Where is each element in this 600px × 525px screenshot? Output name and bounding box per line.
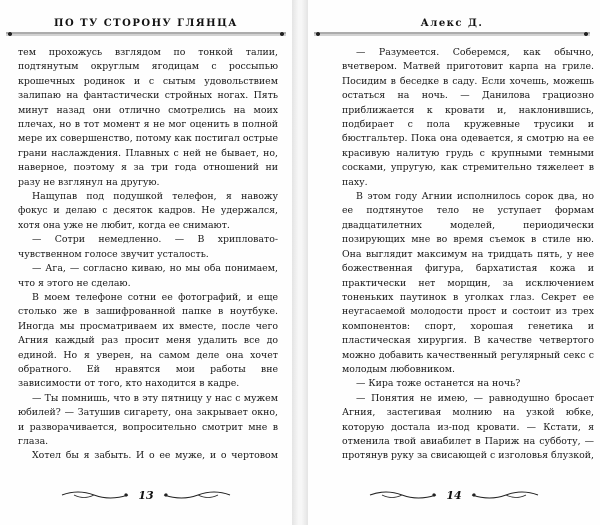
left-page bbox=[0, 0, 292, 525]
paragraph: Нащупав под подушкой телефон, я навожу фокус и делаю с десяток кадров. Не удержался, хотя она уже не любит, когда ее снимают. bbox=[18, 191, 278, 231]
right-page-body bbox=[342, 46, 594, 463]
paragraph: В моем телефоне сотни ее фотографий, и еще столько же в зашифрованной папке в ноутбуке. Иногда мы просматриваем их вместе, после чего Агния каждый раз просит меня удалить все до единой. Но я уверен, на самом деле она хочет обратного. Ей нравятся мои работы вне зависимости от того, кто находится в кадре. bbox=[18, 291, 278, 390]
paragraph: — Ты помнишь, что в эту пятницу у нас с мужем юбилей? — Затушив сигарету, она закрывает окно, и разворачивается, вопросительно смотрит мне в глаза. bbox=[18, 392, 278, 447]
right-page-footer bbox=[308, 483, 600, 507]
left-page-number: 13 bbox=[138, 488, 154, 502]
paragraph: — Сотри немедленно. — В хрипловато-чувственном голосе звучит усталость. bbox=[18, 234, 278, 260]
right-page-running-title: Алекс Д. bbox=[415, 18, 490, 29]
right-header-rule-ornament bbox=[314, 29, 590, 39]
right-flourish-ornament-icon bbox=[470, 488, 540, 502]
left-page-footer bbox=[0, 483, 292, 507]
paragraph: — Понятия не имею, — равнодушно бросает Агния, застегивая молнию на узкой юбке, которую достала из-под кровати. — Кстати, я отменила твой авиабилет в Париж на субботу, — протянув руку за свисающей с изголовья блузкой, bbox=[342, 392, 594, 462]
right-page bbox=[308, 0, 600, 525]
left-header-rule-ornament bbox=[6, 29, 286, 39]
right-flourish-ornament-icon bbox=[162, 488, 232, 502]
paragraph: — Разумеется. Соберемся, как обычно, вчетвером. Матвей приготовит карпа на гриле. Посидим в беседке в саду. Если хочешь, можешь остаться на ночь. — Данилова грациозно приближается к кровати и, наклонившись, подбирает с пола кружевные трусики и бюстгальтер. Пока она одевается, я смотрю на ее красивую налитую грудь с крупными темными сосками, упругую, как стремительно тяжелеет в паху. bbox=[342, 47, 594, 188]
right-page-header bbox=[314, 8, 590, 38]
paragraph: В этом году Агнии исполнилось сорок два, но ее подтянутое тело не уступает формам двадцатилетних моделей, периодически позирующих мне во время съемок в стиле ню. Она выглядит максимум на тридцать пять, у нее божественная фигура, бархатистая кожа и практически нет морщин, за исключением тоненьких паутинок в уголках глаз. Секрет ее неугасаемой молодости прост и состоит из трех компонентов: спорт, хорошая генетика и пластическая хирургия. В качестве четвертого можно добавить качественный регулярный секс с молодым любовником. bbox=[342, 191, 594, 375]
book-gutter bbox=[292, 0, 308, 525]
paragraph: Хотел бы я забыть. И о ее муже, и о чертовом bbox=[32, 450, 278, 462]
left-page-header bbox=[6, 8, 286, 38]
left-flourish-ornament-icon bbox=[368, 488, 438, 502]
paragraph: — Ага, — согласно киваю, но мы оба понимаем, что я этого не сделаю. bbox=[18, 263, 278, 289]
paragraph: — Кира тоже останется на ночь? bbox=[356, 378, 521, 390]
paragraph: тем прохожусь взглядом по тонкой талии, подтянутым округлым ягодицам с россыпью крошечных родинок и с сытым удовольствием залипаю на фантастически стройных ногах. Пять минут назад они отлично смотрелись на моих плечах, но в тот момент я не мог оценить в полной мере их совершенство, потому как постигал острые грани наслаждения. Плавных с ней не бывает, но, наверное, поэтому я за три года отношений ни разу не взглянул на другую. bbox=[18, 47, 278, 188]
left-page-body bbox=[18, 46, 278, 463]
right-page-number: 14 bbox=[446, 488, 462, 502]
left-page-running-title: ПО ТУ СТОРОНУ ГЛЯНЦА bbox=[48, 18, 244, 29]
left-flourish-ornament-icon bbox=[60, 488, 130, 502]
